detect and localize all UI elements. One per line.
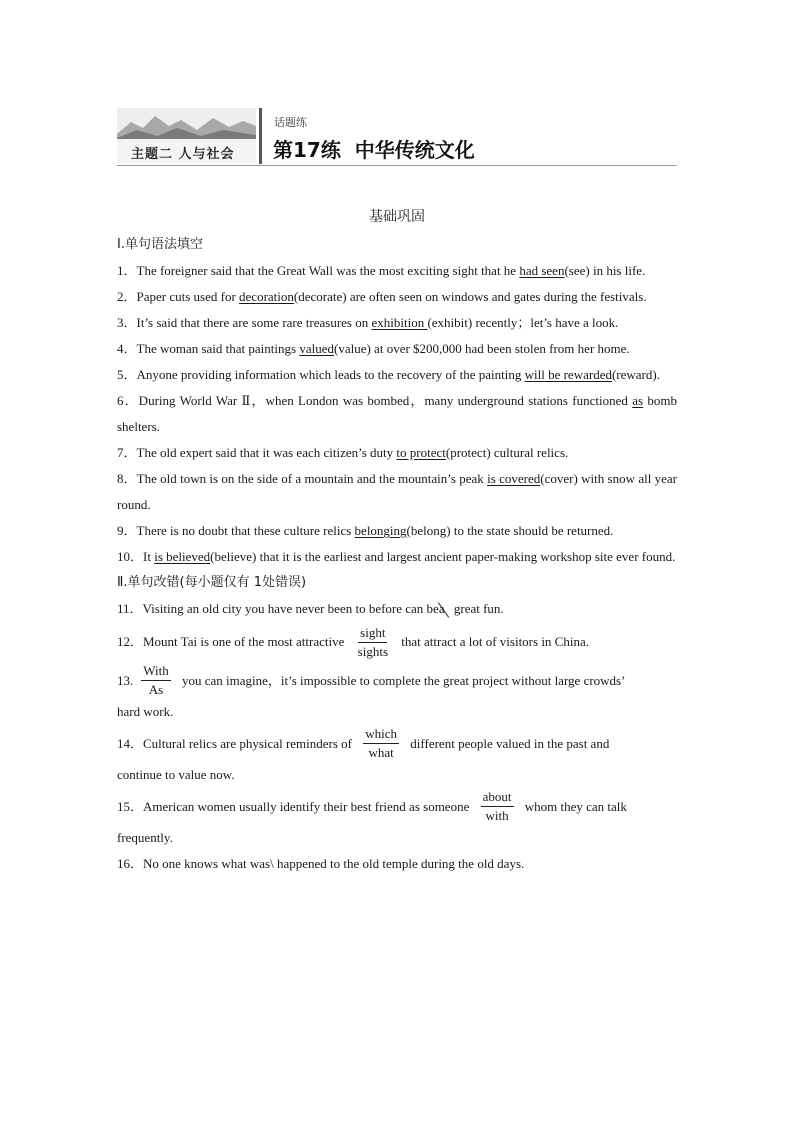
correction-mark [356,624,390,661]
item-text: 16．No one knows what was\ happened to the old temple during the old days. [117,856,525,871]
topic-practice-label: 话题练 [274,116,307,129]
item-text: 2．Paper cuts used for [117,289,240,304]
answer-underlined: belonging [354,523,407,538]
list-item [117,851,677,877]
answer-underlined: to protect [396,445,446,460]
original-word: sights [357,643,388,659]
item-text: 14．Cultural relics are physical reminders of [117,735,356,751]
item-text: you can imagine，it’s impossible to complete the great project without large crowds’ [178,672,626,688]
item-text: different people valued in the past and [407,735,610,751]
answer-underlined: exhibition [371,315,428,330]
exercise-content [117,232,677,877]
corrected-word: With [141,662,170,681]
original-word: As [148,682,164,697]
item-text: that attract a lot of visitors in China. [398,634,589,649]
part2-list [117,596,677,877]
item-text: (believe) that it is the earliest and largest ancient paper-making workshop site ever found. [210,549,676,564]
list-item [117,258,677,284]
corrected-word: sight [358,624,387,643]
list-item [117,310,677,336]
item-text: 8．The old town is on the side of a mountain and the mountain’s peak [117,471,488,486]
part1-title: Ⅰ.单句语法填空 [117,237,203,252]
part2-title: Ⅱ.单句改错(每小题仅有 1处错误) [117,575,307,590]
item-text: 13. [117,672,134,688]
correction-mark [363,725,399,762]
answer-underlined: had seen [519,263,565,278]
header-rule [117,165,677,166]
item-text: (see) in his life. [564,263,646,278]
list-item [117,388,677,440]
item-text: great fun. [450,601,504,616]
item-text: 4．The woman said that paintings [117,341,300,356]
page-title: 第17练 中华传统文化 [273,138,475,162]
correction-mark [141,662,170,699]
item-text: 6．During World War Ⅱ，when London was bombed，many underground stations functioned [117,393,633,408]
item-text: (reward). [611,367,660,382]
section-title: 基础巩固 [369,209,425,225]
list-item [117,336,677,362]
item-text: 5．Anyone providing information which leads to the recovery of the painting [117,367,525,382]
item-text: 15．American women usually identify their best friend as someone [117,798,473,814]
item-text: (cover) with snow all year round. [117,471,677,512]
item-text: (decorate) are often seen on windows and gates during the festivals. [293,289,647,304]
landscape-banner [117,108,256,164]
item-text: 9．There is no doubt that these culture relics [117,523,355,538]
item-text: 12．Mount Tai is one of the most attractive [117,634,348,649]
list-item [117,725,677,788]
correction-mark [481,788,514,825]
item-text-continued: frequently. [117,830,173,845]
answer-underlined: is covered [487,471,541,486]
item-text: 10．It [117,549,155,564]
item-text: bomb shelters. [117,393,677,434]
item-text: (belong) to the state should be returned. [406,523,614,538]
part1-list [117,258,677,570]
list-item [117,622,677,662]
answer-underlined: valued [299,341,334,356]
list-item [117,788,677,851]
banner-label: 主题二 人与社会 [131,147,235,162]
answer-underlined: decoration [239,289,294,304]
item-text: (value) at over $200,000 had been stolen from her home. [334,341,630,356]
list-item [117,596,677,622]
list-item [117,662,677,725]
list-item [117,284,677,310]
answer-underlined: is believed [154,549,211,564]
item-text: 11．Visiting an old city you have never been to before can be [117,601,439,616]
corrected-word: about [481,788,514,807]
page-header [117,104,677,166]
item-text-continued: hard work. [117,704,174,719]
list-item [117,518,677,544]
list-item [117,440,677,466]
item-text: whom they can talk [521,798,627,814]
list-item [117,362,677,388]
list-item [117,544,677,570]
item-text: 1．The foreigner said that the Great Wall was the most exciting sight that he [117,263,520,278]
item-text-continued: continue to value now. [117,767,235,782]
item-text: 7．The old expert said that it was each citizen’s duty [117,445,397,460]
header-divider [259,108,262,164]
item-text: (protect) cultural relics. [445,445,569,460]
answer-underlined: as [632,393,644,408]
answer-underlined: will be rewarded [524,367,612,382]
item-text: 3．It’s said that there are some rare treasures on [117,315,372,330]
original-word: what [368,745,394,760]
deletion-mark: a [438,601,445,616]
item-text: (exhibit) recently；let’s have a look. [427,315,619,330]
list-item [117,466,677,518]
corrected-word: which [363,725,399,744]
original-word: with [485,808,509,823]
